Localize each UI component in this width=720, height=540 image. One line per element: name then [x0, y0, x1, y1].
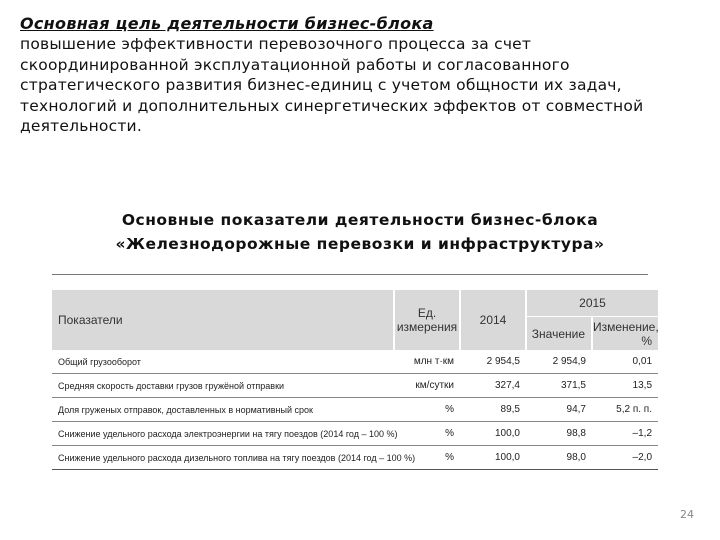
- header-2015: 2015: [526, 290, 658, 317]
- row-unit: км/сутки: [394, 374, 460, 398]
- row-name: Снижение удельного расхода дизельного топлива на тягу поездов (2014 год – 100 %): [52, 446, 394, 470]
- indicators-table-wrapper: [52, 290, 658, 470]
- row-unit: %: [394, 398, 460, 422]
- table-row: [52, 374, 658, 398]
- row-unit: млн т·км: [394, 350, 460, 374]
- row-name: Общий грузооборот: [52, 350, 394, 374]
- caption-line-2: «Железнодорожные перевозки и инфраструктура»: [115, 235, 605, 253]
- table-caption: [60, 208, 660, 256]
- row-2014: 100,0: [460, 446, 526, 470]
- row-change: 5,2 п. п.: [592, 398, 658, 422]
- header-param: Показатели: [52, 290, 394, 350]
- goal-heading: Основная цель деятельности бизнес-блока: [20, 14, 434, 33]
- row-change: –2,0: [592, 446, 658, 470]
- row-2015: 2 954,9: [526, 350, 592, 374]
- header-value: Значение: [526, 317, 592, 350]
- row-unit: %: [394, 446, 460, 470]
- row-2014: 327,4: [460, 374, 526, 398]
- row-2014: 2 954,5: [460, 350, 526, 374]
- row-2014: 100,0: [460, 422, 526, 446]
- header-change: Изменение, %: [592, 317, 658, 350]
- row-2015: 371,5: [526, 374, 592, 398]
- row-name: Снижение удельного расхода электроэнергии на тягу поездов (2014 год – 100 %): [52, 422, 394, 446]
- page-number: 24: [680, 508, 694, 521]
- row-name: Средняя скорость доставки грузов гружёной отправки: [52, 374, 394, 398]
- row-2015: 98,0: [526, 446, 592, 470]
- row-2015: 98,8: [526, 422, 592, 446]
- goal-description: повышение эффективности перевозочного процесса за счет скоординированной эксплуатационной работы и согласованного стратегического развития бизнес-единиц с учетом общности их задач, технологий и дополнительных синергетических эффектов от совместной деятельности.: [20, 35, 644, 135]
- table-row: [52, 350, 658, 374]
- table-row: [52, 446, 658, 470]
- table-row: [52, 398, 658, 422]
- row-unit: %: [394, 422, 460, 446]
- row-change: 0,01: [592, 350, 658, 374]
- header-2014: 2014: [460, 290, 526, 350]
- row-change: 13,5: [592, 374, 658, 398]
- row-change: –1,2: [592, 422, 658, 446]
- row-2014: 89,5: [460, 398, 526, 422]
- row-name: Доля груженых отправок, доставленных в нормативный срок: [52, 398, 394, 422]
- intro-block: [20, 14, 700, 137]
- header-unit: Ед. измерения: [394, 290, 460, 350]
- caption-line-1: Основные показатели деятельности бизнес-блока: [121, 211, 599, 229]
- divider: [52, 274, 648, 275]
- table-row: [52, 422, 658, 446]
- indicators-table: [52, 290, 658, 470]
- row-2015: 94,7: [526, 398, 592, 422]
